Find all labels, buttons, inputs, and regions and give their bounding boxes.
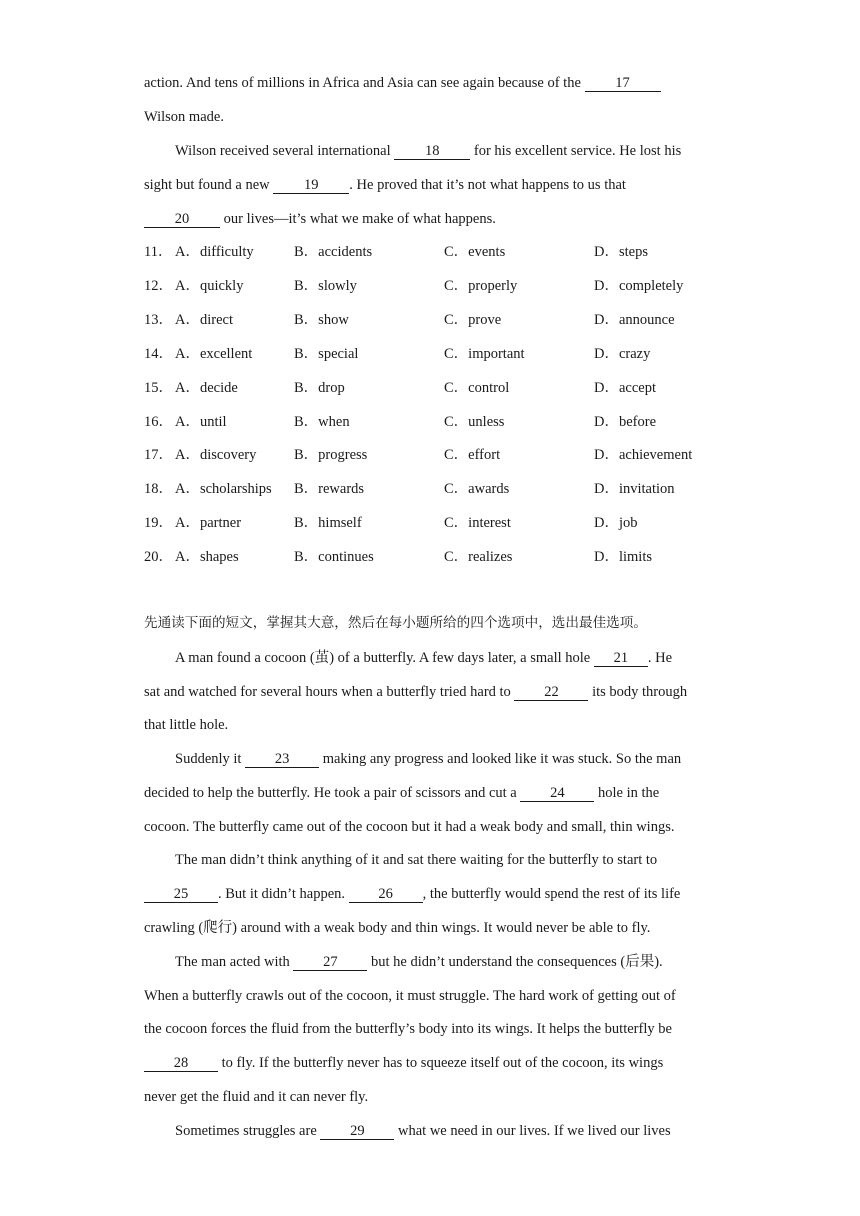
passage-text: that little hole.	[144, 717, 229, 733]
blank-20: 20	[144, 212, 220, 228]
blank-18: 18	[394, 144, 470, 160]
passage-line	[144, 683, 687, 701]
option-c[interactable]: C．awards	[444, 481, 510, 497]
option-b[interactable]: B．accidents	[294, 244, 373, 260]
blank-26: 26	[349, 887, 423, 903]
option-c[interactable]: C．realizes	[444, 549, 513, 565]
passage-text: what we need in our lives. If we lived our lives	[394, 1123, 671, 1139]
passage-line	[144, 1054, 663, 1072]
blank-17: 17	[585, 76, 661, 92]
question-number: 17．	[144, 447, 173, 463]
option-d[interactable]: D．completely	[594, 278, 684, 294]
option-b[interactable]: B．special	[294, 346, 359, 362]
passage-line	[175, 649, 672, 667]
option-b[interactable]: B．himself	[294, 515, 362, 531]
passage-text: action. And tens of millions in Africa and Asia can see again because of the	[144, 75, 585, 91]
passage-text: our lives—it’s what we make of what happens.	[220, 211, 496, 227]
option-c[interactable]: C．interest	[444, 515, 511, 531]
blank-22: 22	[514, 685, 588, 701]
option-a[interactable]: A．partner	[175, 515, 242, 531]
passage-text: , the butterfly would spend the rest of its life	[422, 886, 681, 902]
question-number: 15．	[144, 380, 173, 396]
question-number: 18．	[144, 481, 173, 497]
passage-line	[144, 108, 224, 126]
passage-line	[144, 716, 228, 734]
passage-text: crawling (爬行) around with a weak body and thin wings. It would never be able to fly.	[144, 920, 651, 936]
passage-line	[144, 919, 650, 937]
option-b[interactable]: B．progress	[294, 447, 368, 463]
passage-text: Wilson made.	[144, 109, 224, 125]
option-d[interactable]: D．achievement	[594, 447, 693, 463]
option-c[interactable]: C．prove	[444, 312, 502, 328]
passage-text: Sometimes struggles are	[175, 1123, 321, 1139]
passage-line	[144, 1020, 672, 1038]
option-d[interactable]: D．crazy	[594, 346, 651, 362]
blank-23: 23	[245, 752, 319, 768]
passage-text: The man acted with	[175, 954, 294, 970]
passage-text: A man found a cocoon (茧) of a butterfly. A few days later, a small hole	[175, 650, 594, 666]
passage-text: never get the fluid and it can never fly.	[144, 1089, 369, 1105]
option-a[interactable]: A．difficulty	[175, 244, 254, 260]
option-c[interactable]: C．effort	[444, 447, 501, 463]
passage-text: . But it didn’t happen.	[218, 886, 349, 902]
option-d[interactable]: D．job	[594, 515, 638, 531]
question-number: 14．	[144, 346, 173, 362]
passage-line	[144, 784, 659, 802]
option-a[interactable]: A．shapes	[175, 549, 239, 565]
passage-line	[144, 885, 680, 903]
option-c[interactable]: C．properly	[444, 278, 518, 294]
option-c[interactable]: C．unless	[444, 414, 505, 430]
passage-text: sat and watched for several hours when a butterfly tried hard to	[144, 684, 515, 700]
option-a[interactable]: A．quickly	[175, 278, 244, 294]
section-instruction: 先通读下面的短文，掌握其大意，然后在每小题所给的四个选项中，选出最佳选项。	[144, 615, 647, 631]
option-c[interactable]: C．important	[444, 346, 525, 362]
passage-text: . He proved that it’s not what happens to us that	[349, 177, 626, 193]
question-number: 12．	[144, 278, 173, 294]
option-a[interactable]: A．until	[175, 414, 227, 430]
blank-28: 28	[144, 1056, 218, 1072]
passage-line	[144, 818, 674, 836]
option-a[interactable]: A．direct	[175, 312, 233, 328]
passage-text: to fly. If the butterfly never has to squeeze itself out of the cocoon, its wings	[218, 1055, 664, 1071]
blank-25: 25	[144, 887, 218, 903]
option-a[interactable]: A．decide	[175, 380, 238, 396]
passage-text: the cocoon forces the fluid from the butterfly’s body into its wings. It helps the butterfly be	[144, 1021, 672, 1037]
option-c[interactable]: C．control	[444, 380, 510, 396]
option-d[interactable]: D．announce	[594, 312, 675, 328]
passage-text: its body through	[588, 684, 688, 700]
passage-text: for his excellent service. He lost his	[470, 143, 682, 159]
passage-text: Suddenly it	[175, 751, 246, 767]
question-number: 13．	[144, 312, 173, 328]
passage-text: cocoon. The butterfly came out of the cocoon but it had a weak body and small, thin wings.	[144, 819, 675, 835]
passage-text: The man didn’t think anything of it and sat there waiting for the butterfly to start to	[175, 852, 658, 868]
question-number: 16．	[144, 414, 173, 430]
option-c[interactable]: C．events	[444, 244, 506, 260]
passage-line	[175, 750, 681, 768]
passage-line	[144, 176, 626, 194]
question-number: 11．	[144, 244, 173, 260]
passage-text: . He	[647, 650, 673, 666]
option-d[interactable]: D．accept	[594, 380, 656, 396]
passage-line	[175, 142, 681, 160]
blank-27: 27	[293, 955, 367, 971]
option-d[interactable]: D．steps	[594, 244, 648, 260]
passage-text: making any progress and looked like it was stuck. So the man	[319, 751, 682, 767]
passage-line	[144, 210, 496, 228]
passage-line	[175, 953, 663, 971]
passage-line	[144, 74, 661, 92]
option-a[interactable]: A．discovery	[175, 447, 257, 463]
option-b[interactable]: B．when	[294, 414, 350, 430]
option-b[interactable]: B．drop	[294, 380, 345, 396]
blank-24: 24	[520, 786, 594, 802]
option-a[interactable]: A．scholarships	[175, 481, 272, 497]
question-number: 19．	[144, 515, 173, 531]
option-a[interactable]: A．excellent	[175, 346, 253, 362]
option-b[interactable]: B．show	[294, 312, 349, 328]
passage-text: decided to help the butterfly. He took a pair of scissors and cut a	[144, 785, 521, 801]
passage-text: When a butterfly crawls out of the cocoon, it must struggle. The hard work of getting out of	[144, 988, 676, 1004]
passage-text: sight but found a new	[144, 177, 274, 193]
option-d[interactable]: D．before	[594, 414, 657, 430]
option-b[interactable]: B．slowly	[294, 278, 357, 294]
passage-line	[175, 851, 657, 869]
option-b[interactable]: B．rewards	[294, 481, 365, 497]
question-number: 20．	[144, 549, 173, 565]
option-b[interactable]: B．continues	[294, 549, 374, 565]
passage-line	[175, 1122, 671, 1140]
blank-29: 29	[320, 1124, 394, 1140]
passage-text: Wilson received several international	[175, 143, 395, 159]
blank-19: 19	[273, 178, 349, 194]
blank-21: 21	[594, 651, 648, 667]
option-d[interactable]: D．invitation	[594, 481, 675, 497]
passage-text: hole in the	[594, 785, 660, 801]
option-d[interactable]: D．limits	[594, 549, 653, 565]
passage-text: but he didn’t understand the consequences (后果).	[367, 954, 663, 970]
passage-line	[144, 987, 676, 1005]
passage-line	[144, 1088, 368, 1106]
